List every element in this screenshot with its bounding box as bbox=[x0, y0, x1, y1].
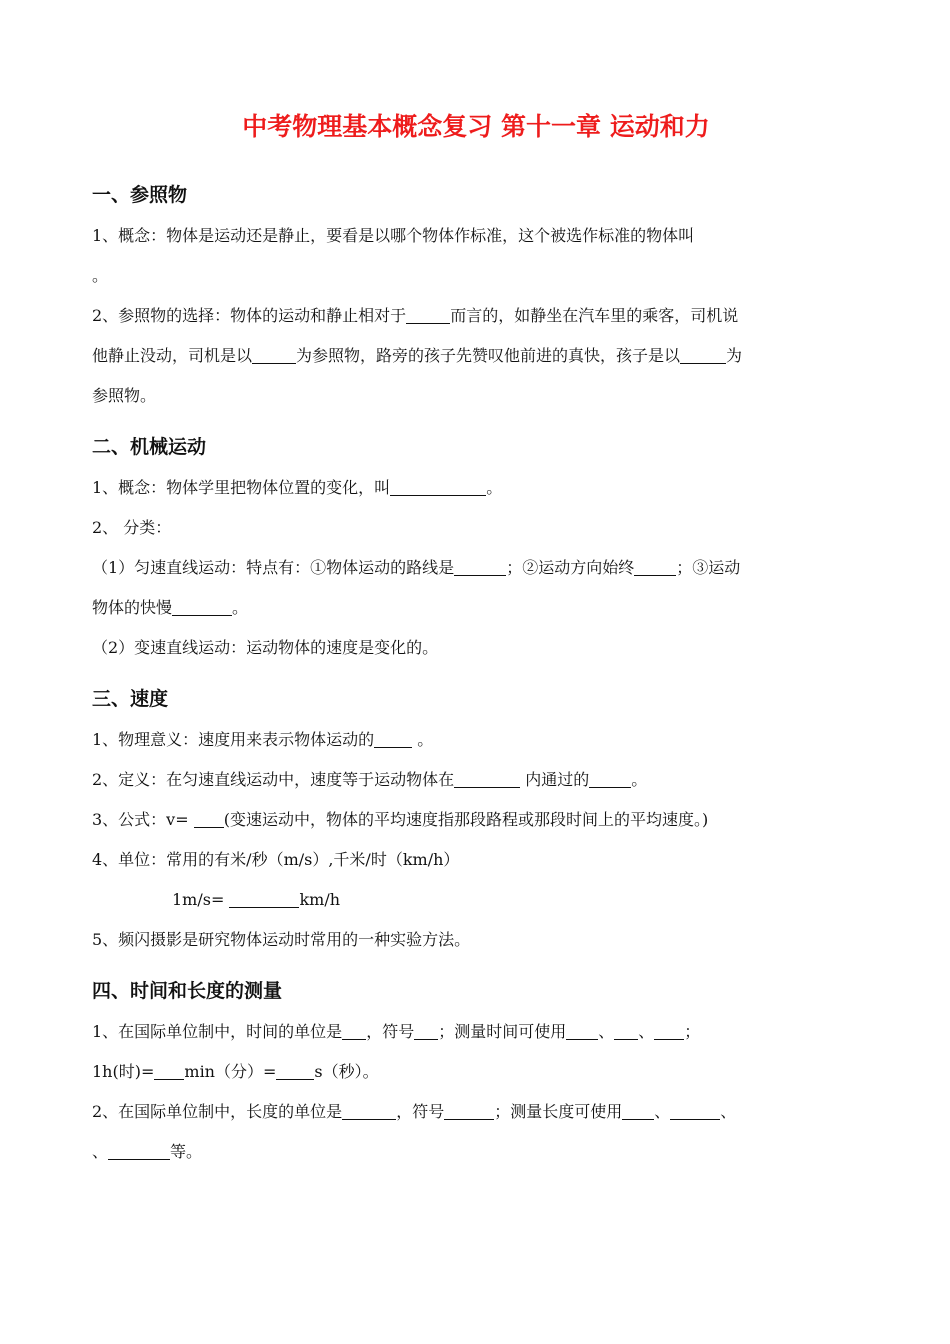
text: 1、概念：物体学里把物体位置的变化，叫 bbox=[92, 478, 391, 497]
text: s（秒）。 bbox=[314, 1062, 379, 1081]
text: ；测量长度可使用 bbox=[494, 1102, 623, 1121]
paragraph bbox=[92, 920, 860, 960]
paragraph bbox=[92, 1052, 860, 1092]
fill-blank[interactable] bbox=[390, 475, 486, 496]
text: 、 bbox=[598, 1022, 615, 1041]
paragraph bbox=[92, 800, 860, 840]
text: 参照物。 bbox=[92, 386, 157, 405]
text: 。 bbox=[631, 770, 648, 789]
text: 2、 分类： bbox=[92, 518, 172, 537]
section-heading-reference-object: 一、参照物 bbox=[92, 184, 188, 206]
text: 。 bbox=[92, 266, 109, 285]
paragraph bbox=[92, 628, 860, 668]
text: 。 bbox=[486, 478, 503, 497]
paragraph bbox=[92, 376, 860, 416]
text: ；③运动 bbox=[676, 558, 741, 577]
text: 1m/s= bbox=[172, 890, 230, 909]
text: 等。 bbox=[170, 1142, 203, 1161]
text: 1、在国际单位制中，时间的单位是 bbox=[92, 1022, 343, 1041]
text: 、 bbox=[638, 1022, 655, 1041]
text: 他静止没动，司机是以 bbox=[92, 346, 253, 365]
paragraph bbox=[92, 216, 860, 256]
paragraph bbox=[92, 1012, 860, 1052]
fill-blank[interactable] bbox=[444, 1099, 494, 1120]
text: （2）变速直线运动：运动物体的速度是变化的。 bbox=[92, 638, 439, 657]
text: 、 bbox=[654, 1102, 671, 1121]
text: 1h(时)= bbox=[92, 1062, 155, 1081]
text: (变速运动中，物体的平均速度指那段路程或那段时间上的平均速度。) bbox=[223, 810, 709, 829]
paragraph bbox=[92, 880, 860, 920]
fill-blank[interactable] bbox=[108, 1139, 170, 1160]
fill-blank[interactable] bbox=[276, 1059, 314, 1080]
text: 为 bbox=[726, 346, 743, 365]
paragraph bbox=[92, 1092, 860, 1132]
fill-blank[interactable] bbox=[670, 1099, 720, 1120]
fill-blank[interactable] bbox=[622, 1099, 654, 1120]
text: ，符号 bbox=[366, 1022, 415, 1041]
fill-blank[interactable] bbox=[614, 1019, 638, 1040]
paragraph bbox=[92, 296, 860, 336]
paragraph bbox=[92, 588, 860, 628]
fill-blank[interactable] bbox=[654, 1019, 684, 1040]
text: ，符号 bbox=[396, 1102, 445, 1121]
text: 、 bbox=[92, 1142, 109, 1161]
paragraph bbox=[92, 840, 860, 880]
text: 4、单位：常用的有米/秒（m/s）,千米/时（km/h） bbox=[92, 850, 460, 869]
text: 内通过的 bbox=[520, 770, 590, 789]
text: 1、概念：物体是运动还是静止，要看是以哪个物体作标准，这个被选作标准的物体叫 bbox=[92, 226, 695, 245]
section-heading-time-length-measurement: 四、时间和长度的测量 bbox=[92, 980, 283, 1002]
fill-blank[interactable] bbox=[414, 1019, 438, 1040]
section-heading-mechanical-motion: 二、机械运动 bbox=[92, 436, 207, 458]
text: 3、公式：v= bbox=[92, 810, 194, 829]
text: km/h bbox=[299, 890, 341, 909]
text: min（分）= bbox=[184, 1062, 277, 1081]
fill-blank[interactable] bbox=[680, 343, 726, 364]
text: 而言的，如静坐在汽车里的乘客，司机说 bbox=[450, 306, 739, 325]
fill-blank[interactable] bbox=[172, 595, 232, 616]
paragraph bbox=[92, 256, 860, 296]
text: 2、在国际单位制中，长度的单位是 bbox=[92, 1102, 343, 1121]
text: 为参照物，路旁的孩子先赞叹他前进的真快，孩子是以 bbox=[296, 346, 681, 365]
text: 1、物理意义：速度用来表示物体运动的 bbox=[92, 730, 375, 749]
paragraph bbox=[92, 548, 860, 588]
text: ； bbox=[684, 1022, 701, 1041]
paragraph bbox=[92, 468, 860, 508]
fill-blank[interactable] bbox=[342, 1099, 396, 1120]
fill-blank[interactable] bbox=[566, 1019, 598, 1040]
text: 。 bbox=[232, 598, 249, 617]
paragraph bbox=[92, 760, 860, 800]
fill-blank[interactable] bbox=[589, 767, 631, 788]
text: ；测量时间可使用 bbox=[438, 1022, 567, 1041]
paragraph bbox=[92, 720, 860, 760]
paragraph bbox=[92, 336, 860, 376]
text: 2、定义：在匀速直线运动中，速度等于运动物体在 bbox=[92, 770, 455, 789]
fill-blank[interactable] bbox=[454, 555, 506, 576]
text: ；②运动方向始终 bbox=[506, 558, 635, 577]
fill-blank[interactable] bbox=[154, 1059, 184, 1080]
text: 2、参照物的选择：物体的运动和静止相对于 bbox=[92, 306, 407, 325]
section-heading-speed: 三、速度 bbox=[92, 688, 169, 710]
fill-blank[interactable] bbox=[342, 1019, 366, 1040]
fill-blank[interactable] bbox=[374, 727, 412, 748]
fill-blank[interactable] bbox=[454, 767, 520, 788]
text: 。 bbox=[412, 730, 434, 749]
paragraph bbox=[92, 508, 860, 548]
fill-blank[interactable] bbox=[406, 303, 450, 324]
paragraph bbox=[92, 1132, 860, 1172]
text: 5、频闪摄影是研究物体运动时常用的一种实验方法。 bbox=[92, 930, 471, 949]
fill-blank[interactable] bbox=[634, 555, 676, 576]
document-title: 中考物理基本概念复习 第十一章 运动和力 bbox=[242, 112, 710, 141]
text: 、 bbox=[720, 1102, 737, 1121]
fill-blank[interactable] bbox=[229, 887, 299, 908]
fill-blank[interactable] bbox=[252, 343, 296, 364]
text: （1）匀速直线运动：特点有：①物体运动的路线是 bbox=[92, 558, 455, 577]
fill-blank[interactable] bbox=[194, 807, 224, 828]
text: 物体的快慢 bbox=[92, 598, 173, 617]
